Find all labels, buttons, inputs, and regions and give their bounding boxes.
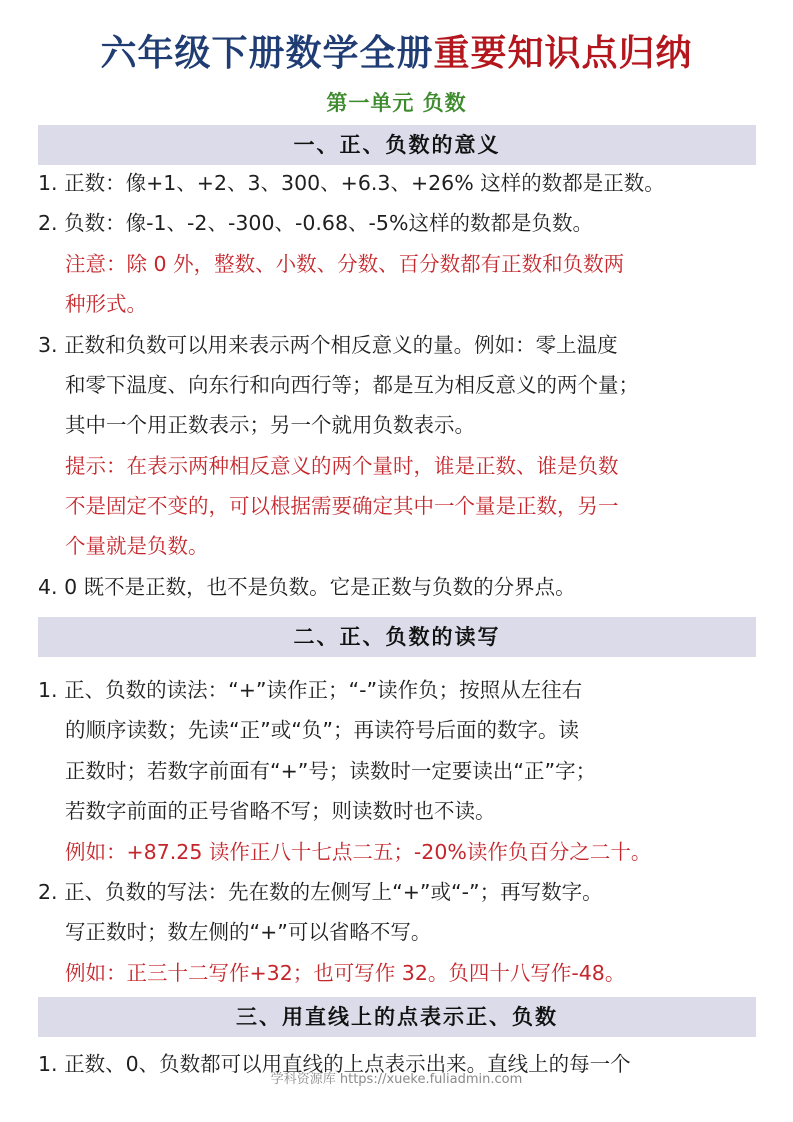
text-line: 1. 正数、0、负数都可以用直线的上点表示出来。直线上的每一个 <box>38 1052 631 1076</box>
text-line: 其中一个用正数表示；另一个就用负数表示。 <box>65 413 475 437</box>
text-line: 1. 正、负数的读法：“+”读作正；“-”读作负；按照从左往右 <box>38 678 583 702</box>
example-line: 例如：正三十二写作+32；也可写作 32。负四十八写作-48。 <box>65 961 626 985</box>
text-line: 4. 0 既不是正数，也不是负数。它是正数与负数的分界点。 <box>38 575 576 599</box>
text-line: 正数时；若数字前面有“+”号；读数时一定要读出“正”字； <box>65 759 597 783</box>
page-title-part2: 重要知识点归纳 <box>433 32 693 74</box>
tip-line: 个量就是负数。 <box>65 534 209 558</box>
text-line: 若数字前面的正号省略不写；则读数时也不读。 <box>65 799 496 823</box>
text-line: 写正数时；数左侧的“+”可以省略不写。 <box>65 920 432 944</box>
section-heading-2: 二、正、负数的读写 <box>38 617 756 657</box>
text-line: 的顺序读数；先读“正”或“负”；再读符号后面的数字。读 <box>65 718 579 742</box>
text-line: 1. 正数：像+1、+2、3、300、+6.3、+26% 这样的数都是正数。 <box>38 171 665 195</box>
note-line: 注意：除 0 外，整数、小数、分数、百分数都有正数和负数两 <box>65 252 625 276</box>
example-line: 例如：+87.25 读作正八十七点二五；-20%读作负百分之二十。 <box>65 840 652 864</box>
section-heading-1: 一、正、负数的意义 <box>38 125 756 165</box>
page-title <box>0 30 793 76</box>
page-title-part1: 六年级下册数学全册 <box>100 32 434 74</box>
text-line: 3. 正数和负数可以用来表示两个相反意义的量。例如：零上温度 <box>38 333 618 357</box>
footer-watermark: 学科资源库 https://xueke.fuliadmin.com <box>270 1072 523 1087</box>
unit-title: 第一单元 负数 <box>326 90 467 115</box>
text-line: 2. 正、负数的写法：先在数的左侧写上“+”或“-”；再写数字。 <box>38 880 603 904</box>
tip-line: 提示：在表示两种相反意义的两个量时，谁是正数、谁是负数 <box>65 454 619 478</box>
text-line: 2. 负数：像-1、-2、-300、-0.68、-5%这样的数都是负数。 <box>38 211 593 235</box>
note-line: 种形式。 <box>65 292 147 316</box>
text-line: 和零下温度、向东行和向西行等；都是互为相反意义的两个量； <box>65 373 639 397</box>
tip-line: 不是固定不变的，可以根据需要确定其中一个量是正数，另一 <box>65 494 619 518</box>
section-heading-3: 三、用直线上的点表示正、负数 <box>38 997 756 1037</box>
